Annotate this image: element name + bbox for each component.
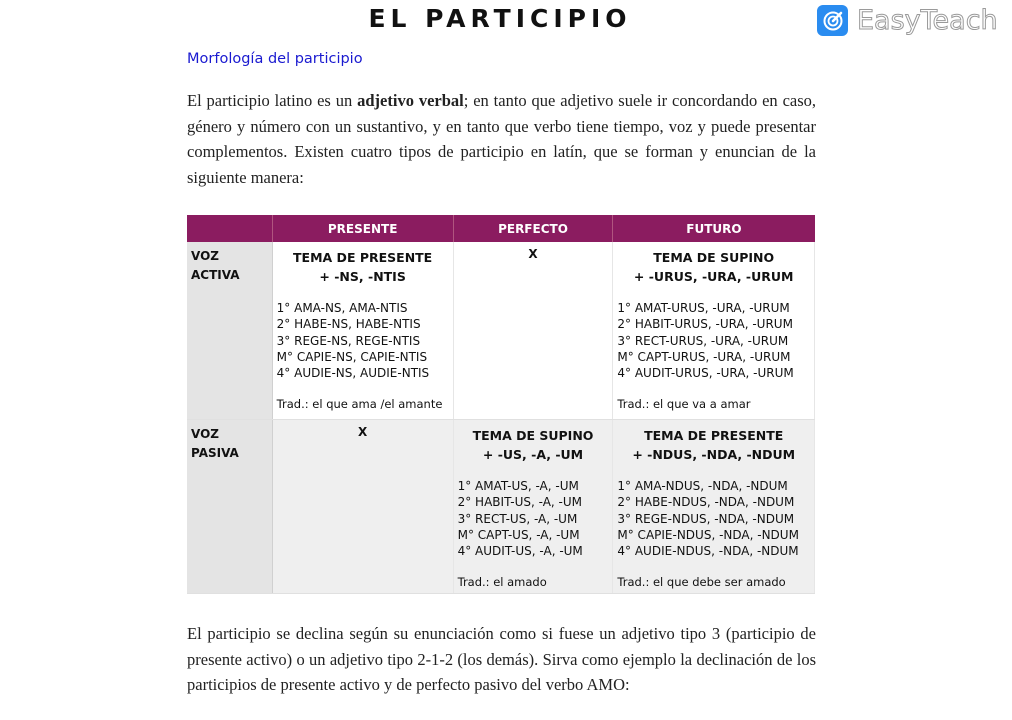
translation: Trad.: el amado xyxy=(457,575,547,590)
not-applicable-mark: X xyxy=(358,425,368,439)
edit-target-icon xyxy=(817,5,848,36)
list-item: 3° RECT-URUS, -URA, -URUM xyxy=(617,333,789,348)
list-item: M° CAPIE-NDUS, -NDA, -NDUM xyxy=(617,527,799,542)
cell-heading-line2: + -US, -A, -UM xyxy=(482,447,584,462)
page-title: EL PARTICIPIO xyxy=(368,4,632,33)
row-label-line1: VOZ xyxy=(191,427,219,441)
list-item: 4° AUDIE-NDUS, -NDA, -NDUM xyxy=(617,544,799,559)
list-item: 2° HABE-NS, HABE-NTIS xyxy=(276,317,421,332)
table-row-voz-pasiva xyxy=(187,420,815,594)
intro-text-start: El participio latino es un xyxy=(187,91,358,110)
cell-pasiva-futuro xyxy=(613,420,815,594)
logo-text: EasyTeach xyxy=(857,5,998,36)
header-presente: PRESENTE xyxy=(272,215,453,242)
row-label-activa xyxy=(187,242,272,420)
conjugation-list xyxy=(617,300,810,381)
list-item: M° CAPT-URUS, -URA, -URUM xyxy=(617,349,791,364)
translation: Trad.: el que ama /el amante xyxy=(276,397,443,412)
cell-activa-futuro xyxy=(613,242,815,420)
list-item: 1° AMAT-URUS, -URA, -URUM xyxy=(617,301,790,315)
conjugation-list xyxy=(617,478,810,559)
list-item: M° CAPIE-NS, CAPIE-NTIS xyxy=(276,349,428,364)
cell-heading-line1: TEMA DE PRESENTE xyxy=(644,428,784,443)
list-item: 1° AMAT-US, -A, -UM xyxy=(457,479,579,493)
table-row-voz-activa xyxy=(187,242,815,420)
cell-heading-line1: TEMA DE SUPINO xyxy=(653,250,775,265)
cell-heading xyxy=(458,426,609,464)
translation: Trad.: el que va a amar xyxy=(617,397,751,412)
intro-paragraph xyxy=(187,88,816,190)
easyteach-logo xyxy=(817,5,998,36)
list-item: 4° AUDIT-URUS, -URA, -URUM xyxy=(617,366,794,381)
list-item: 4° AUDIE-NS, AUDIE-NTIS xyxy=(276,366,430,381)
table-header-row xyxy=(187,215,815,242)
cell-heading-line1: TEMA DE PRESENTE xyxy=(293,250,433,265)
cell-pasiva-presente xyxy=(272,420,453,594)
cell-pasiva-perfecto xyxy=(453,420,613,594)
row-label-pasiva xyxy=(187,420,272,594)
list-item: 1° AMA-NS, AMA-NTIS xyxy=(276,301,408,315)
list-item: 4° AUDIT-US, -A, -UM xyxy=(457,544,583,559)
intro-bold-term: adjetivo verbal xyxy=(357,91,464,110)
header-futuro: FUTURO xyxy=(613,215,815,242)
participle-table xyxy=(187,215,815,594)
cell-heading-line2: + -NS, -NTIS xyxy=(319,269,406,284)
cell-activa-presente xyxy=(272,242,453,420)
outro-paragraph: El participio se declina según su enunciación como si fuese un adjetivo tipo 3 (participio de presente activo) o un adjetivo tipo 2-1-2 (los demás). Sirva como ejemplo la declinación de los participios de presente activo y de perfecto pasivo del verbo AMO: xyxy=(187,624,816,694)
list-item: 3° REGE-NS, REGE-NTIS xyxy=(276,333,421,348)
cell-heading-line1: TEMA DE SUPINO xyxy=(472,428,594,443)
conjugation-list xyxy=(458,478,609,559)
list-item: 3° RECT-US, -A, -UM xyxy=(457,511,578,526)
list-item: 2° HABIT-US, -A, -UM xyxy=(457,495,583,510)
list-item: 2° HABE-NDUS, -NDA, -NDUM xyxy=(617,495,795,510)
section-heading: Morfología del participio xyxy=(187,51,363,67)
conjugation-list xyxy=(277,300,449,381)
cell-heading xyxy=(617,248,810,286)
translation: Trad.: el que debe ser amado xyxy=(617,575,786,590)
list-item: M° CAPT-US, -A, -UM xyxy=(457,527,580,542)
cell-heading xyxy=(277,248,449,286)
cell-heading xyxy=(617,426,810,464)
not-applicable-mark: X xyxy=(528,247,538,261)
cell-heading-line2: + -NDUS, -NDA, -NDUM xyxy=(632,447,796,462)
list-item: 1° AMA-NDUS, -NDA, -NDUM xyxy=(617,479,788,493)
header-corner xyxy=(187,215,272,242)
intro-text-end: ; en tanto que adjetivo suele ir concordando en caso, género y número con un sustantivo, y en tanto que verbo tiene tiempo, voz y puede presentar complementos. Existen cuatro tipos de participio en latín, que se forman y enuncian de la siguiente manera: xyxy=(187,91,817,187)
cell-activa-perfecto xyxy=(453,242,613,420)
list-item: 3° REGE-NDUS, -NDA, -NDUM xyxy=(617,511,795,526)
list-item: 2° HABIT-URUS, -URA, -URUM xyxy=(617,317,793,332)
row-label-line1: VOZ xyxy=(191,249,219,263)
row-label-line2: ACTIVA xyxy=(191,268,240,282)
row-label-line2: PASIVA xyxy=(191,446,239,460)
cell-heading-line2: + -URUS, -URA, -URUM xyxy=(633,269,794,284)
header-perfecto: PERFECTO xyxy=(453,215,613,242)
